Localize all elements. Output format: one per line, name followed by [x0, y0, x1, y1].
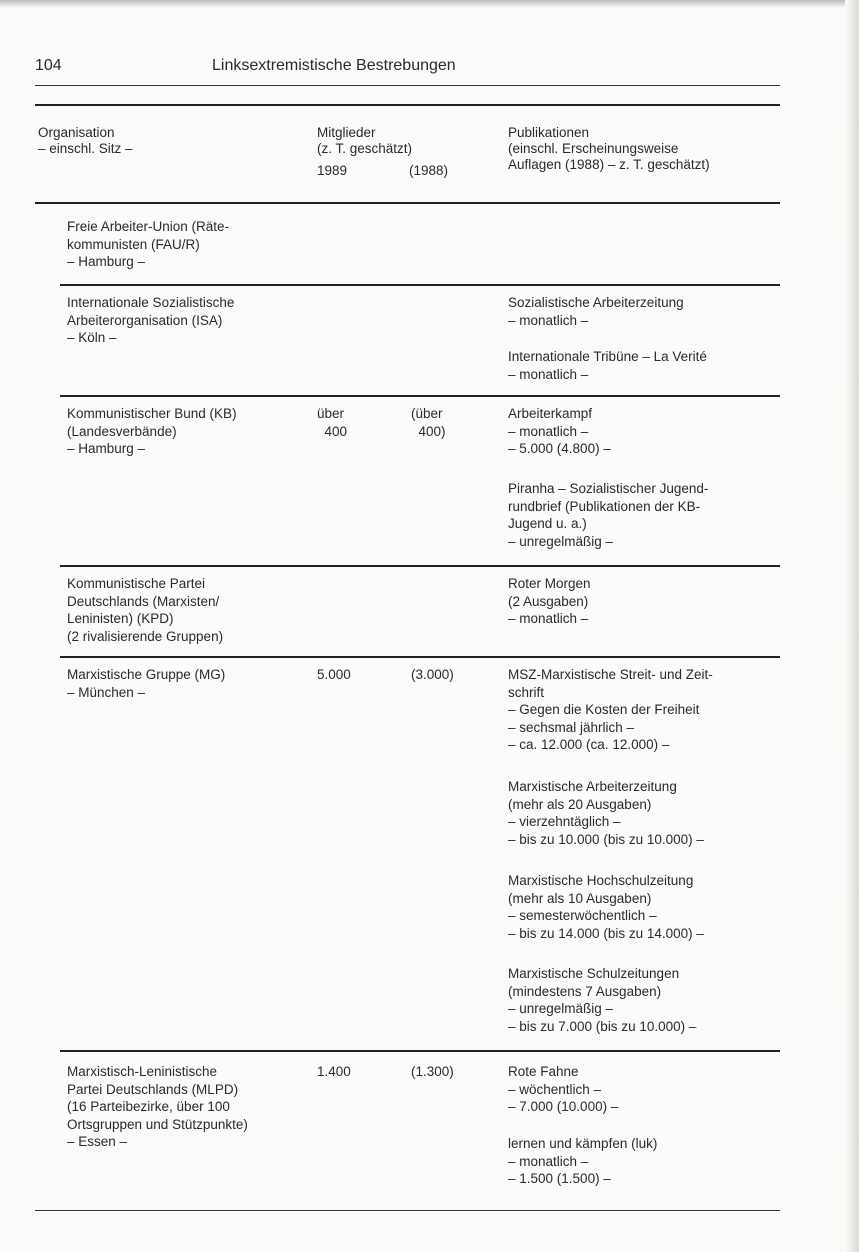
row-5-publication-0: Rote Fahne – wöchentlich – – 7.000 (10.000) –: [508, 1064, 619, 1114]
table-bottom-rule: [35, 1210, 780, 1211]
row-1-publication-1: Internationale Tribüne – La Verité – monatlich –: [508, 349, 707, 382]
head-rule: [35, 85, 780, 86]
row-3-publication-0: Roter Morgen (2 Ausgaben) – monatlich –: [508, 576, 591, 626]
row-separator: [60, 284, 780, 286]
row-2-organisation: Kommunistischer Bund (KB) (Landesverbände) – Hamburg –: [67, 406, 237, 456]
row-5-members-1989: 1.400: [317, 1064, 351, 1079]
header-publications: Publikationen (einschl. Erscheinungsweise Auflagen (1988) – z. T. geschätzt): [508, 125, 710, 172]
row-separator: [60, 395, 780, 397]
row-5-publication-1: lernen und kämpfen (luk) – monatlich – – 1.500 (1.500) –: [508, 1136, 658, 1186]
row-4-members-1988: (3.000): [411, 667, 454, 682]
row-4-organisation: Marxistische Gruppe (MG) – München –: [67, 667, 226, 700]
table-top-rule: [35, 104, 780, 106]
row-1-organisation: Internationale Sozialistische Arbeiterorganisation (ISA) – Köln –: [67, 295, 235, 345]
row-separator: [60, 565, 780, 567]
row-separator: [60, 656, 780, 658]
running-head: Linksextremistische Bestrebungen: [212, 57, 456, 74]
header-bottom-rule: [35, 202, 780, 204]
scan-edge-top: [0, 0, 859, 8]
row-0-organisation: Freie Arbeiter-Union (Räte- kommunisten (FAU/R) – Hamburg –: [67, 219, 230, 269]
page-number: 104: [35, 57, 62, 74]
header-members: Mitglieder (z. T. geschätzt): [317, 125, 413, 156]
row-2-members-1988: (über 400): [411, 406, 446, 439]
row-4-publication-2: Marxistische Hochschulzeitung (mehr als 10 Ausgaben) – semesterwöchentlich – – bis zu 14.000 (bis zu 14.000) –: [508, 873, 704, 941]
row-4-publication-0: MSZ-Marxistische Streit- und Zeit- schrift – Gegen die Kosten der Freiheit – sechsmal jährlich – – ca. 12.000 (ca. 12.000) –: [508, 667, 713, 752]
row-2-members-1989: über 400: [317, 406, 348, 439]
row-5-members-1988: (1.300): [411, 1064, 454, 1079]
row-2-publication-1: Piranha – Sozialistischer Jugend- rundbrief (Publikationen der KB- Jugend u. a.) – unregelmäßig –: [508, 481, 709, 549]
row-separator: [60, 1050, 780, 1052]
row-4-publication-3: Marxistische Schulzeitungen (mindestens 7 Ausgaben) – unregelmäßig – – bis zu 7.000 (bis zu 10.000) –: [508, 966, 697, 1034]
scan-edge-right: [845, 0, 859, 1252]
header-year-1989: 1989: [317, 163, 348, 178]
row-5-organisation: Marxistisch-Leninistische Partei Deutschlands (MLPD) (16 Parteibezirke, über 100 Ortsgruppen und Stützpunkte) – Essen –: [67, 1064, 248, 1149]
row-1-publication-0: Sozialistische Arbeiterzeitung – monatlich –: [508, 295, 684, 328]
row-2-publication-0: Arbeiterkampf – monatlich – – 5.000 (4.800) –: [508, 406, 611, 456]
row-4-members-1989: 5.000: [317, 667, 351, 682]
header-year-1988: (1988): [409, 163, 449, 178]
header-organisation: Organisation – einschl. Sitz –: [38, 125, 133, 156]
row-3-organisation: Kommunistische Partei Deutschlands (Marxisten/ Leninisten) (KPD) (2 rivalisierende Gruppen): [67, 576, 224, 644]
row-4-publication-1: Marxistische Arbeiterzeitung (mehr als 20 Ausgaben) – vierzehntäglich – – bis zu 10.000 (bis zu 10.000) –: [508, 779, 704, 847]
